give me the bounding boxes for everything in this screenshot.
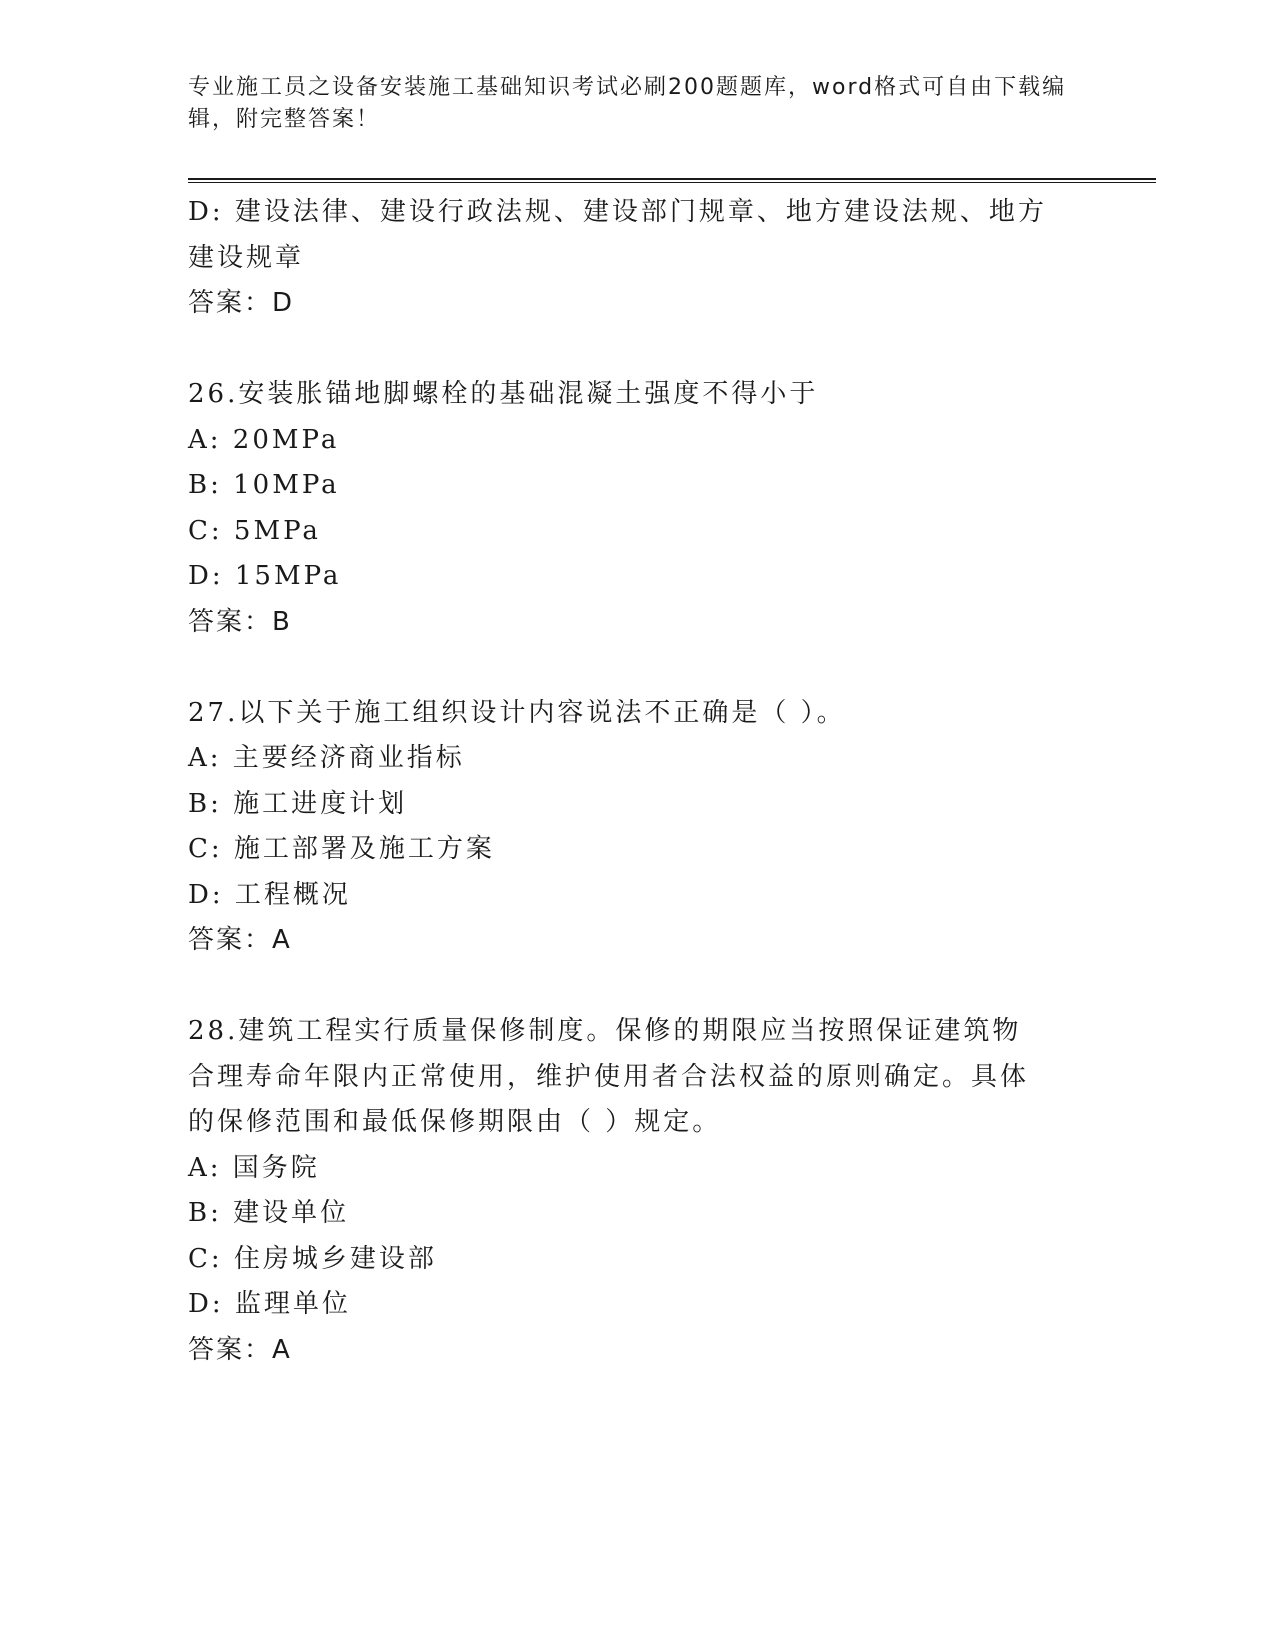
answer-line: 答案：B bbox=[188, 606, 292, 637]
question-stem: 28.建筑工程实行质量保修制度。保修的期限应当按照保证建筑物合理寿命年限内正常使用，维护使用者合法权益的原则确定。具体的保修范围和最低保修期限由（ ）规定。 bbox=[188, 1016, 1030, 1137]
option-a: A: 主要经济商业指标 bbox=[188, 743, 465, 773]
option-c: C: 施工部署及施工方案 bbox=[188, 834, 495, 864]
option-d: D: 建设法律、建设行政法规、建设部门规章、地方建设法规、地方建设规章 bbox=[188, 197, 1047, 273]
answer-line: 答案：A bbox=[188, 925, 292, 955]
option-a: A: 国务院 bbox=[188, 1152, 320, 1183]
answer-line: 答案：D bbox=[188, 288, 295, 318]
option-b: B: 施工进度计划 bbox=[188, 788, 408, 819]
header-divider-thick bbox=[188, 178, 1156, 180]
option-a: A: 20MPa bbox=[188, 424, 340, 455]
option-b: B: 10MPa bbox=[188, 470, 340, 500]
question-stem: 27.以下关于施工组织设计内容说法不正确是（ ）。 bbox=[188, 697, 846, 728]
spacer bbox=[188, 964, 1088, 1010]
option-c: C: 住房城乡建设部 bbox=[188, 1243, 437, 1274]
option-d: D: 15MPa bbox=[188, 561, 342, 591]
spacer bbox=[188, 327, 1088, 373]
option-c: C: 5MPa bbox=[188, 515, 321, 546]
option-d: D: 监理单位 bbox=[188, 1289, 351, 1319]
header-divider-thin bbox=[188, 182, 1156, 183]
question-list bbox=[188, 190, 1088, 1373]
answer-line: 答案：A bbox=[188, 1334, 292, 1365]
option-b: B: 建设单位 bbox=[188, 1198, 350, 1228]
option-d: D: 工程概况 bbox=[188, 879, 351, 910]
spacer bbox=[188, 645, 1088, 691]
question-stem: 26.安装胀锚地脚螺栓的基础混凝土强度不得小于 bbox=[188, 379, 819, 409]
document-header: 专业施工员之设备安装施工基础知识考试必刷200题题库，word格式可自由下载编辑，附完整答案！ bbox=[188, 75, 1067, 132]
